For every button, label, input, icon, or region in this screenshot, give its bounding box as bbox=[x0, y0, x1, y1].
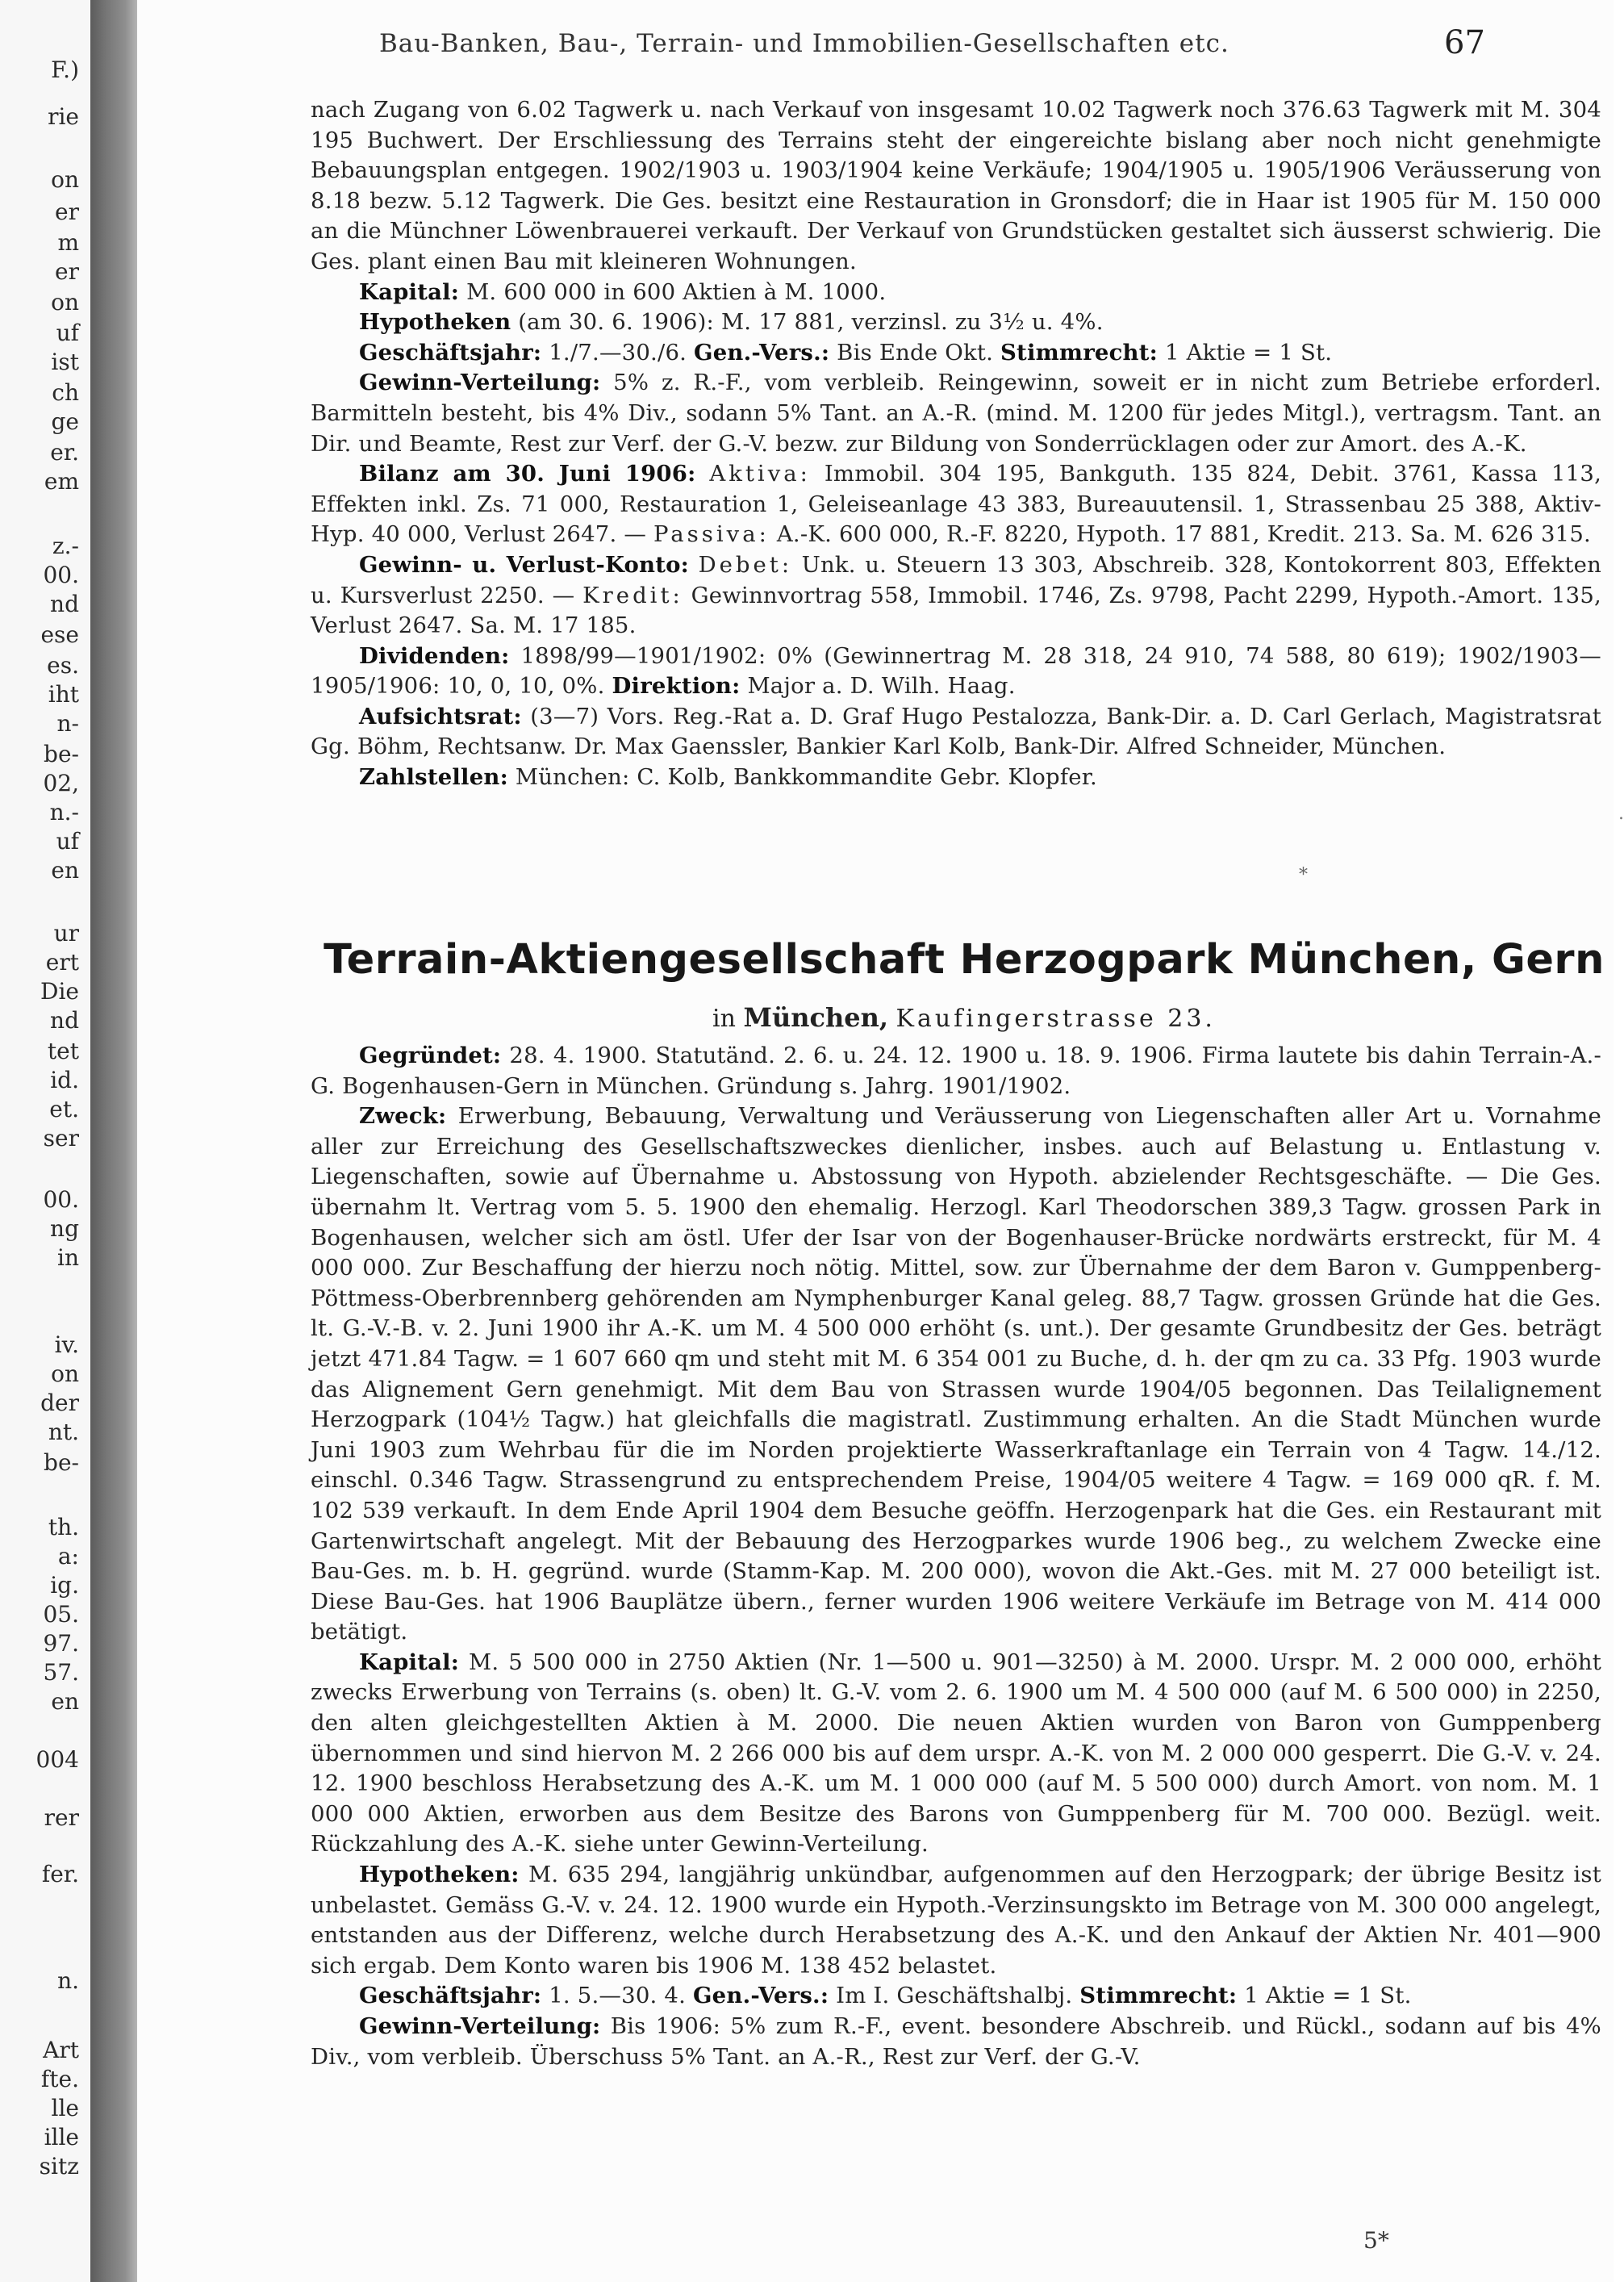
kapital-label-2: Kapital: bbox=[359, 1649, 460, 1675]
margin-fragment: 00. bbox=[43, 562, 79, 588]
zweck-text: Erwerbung, Bebauung, Verwaltung und Veräusserung von Liegenschaften aller Art u. Vornahme aller zur Erreichung des Gesellschaftszweckes dienlicher, insbes. auch auf Belastung u. Entlastung v. Liegenschaften, sowie auf Übernahme u. Abstossung von Hypoth. abzielender Rechtsgeschäfte. — Die Ges. übernahm lt. Vertrag vom 5. 5. 1900 den ehemalig. Herzogl. Karl Theodorschen 389,3 Tagw. grossen Park in Bogenhausen, welcher sich am östl. Ufer der Isar von der Bogenhauser-Brücke nordwärts erstreckt, für M. 4 000 000. Zur Beschaffung der hierzu noch nötig. Mittel, sow. zur Übernahme der dem Baron v. Gumppenberg-Pöttmess-Oberbrennberg gehörenden am Nymphenburger Kanal geleg. 88,7 Tagw. grossen Gründe hat die Ges. lt. G.-V.-B. v. 2. Juni 1900 ihr A.-K. um M. 4 500 000 erhöht (s. unt.). Der gesamte Grundbesitz der Ges. beträgt jetzt 471.84 Tagw. = 1 607 660 qm und steht mit M. 6 354 001 zu Buche, d. h. der qm zu ca. 33 Pfg. 1903 wurde das Alignement Gern genehmigt. Mit dem Bau von Strassen wurde 1904/05 begonnen. Das Teilalignement Herzogpark (104½ Tagw.) hat gleichfalls die magistratl. Zustimmung erhalten. An die Stadt München wurde Juni 1903 zum Wehrbau für die im Norden projektierte Wasserkraftanlage ein Terrain von 4 Tagw. 14./12. einschl. 0.346 Tagw. Strassengrund zu entsprechendem Preise, 1904/05 weitere 4 Tagw. = 169 000 qR. f. M. 102 539 verkauft. In dem Ende April 1904 dem Besuche geöffn. Herzogenpark hat die Ges. ein Restaurant mit Gartenwirtschaft angelegt. Mit der Bebauung des Herzogparkes wurde 1906 beg., zu welchem Zwecke eine Bau-Ges. m. b. H. gegründ. wurde (Stamm-Kap. M. 200 000), wovon die Akt.-Ges. mit M. 27 000 beteiligt ist. Diese Bau-Ges. hat 1906 Bauplätze übern., ferner wurden 1906 weitere Verkäufe im Betrage von M. 414 000 betätigt. bbox=[311, 1103, 1601, 1645]
margin-fragment: 02, bbox=[43, 770, 79, 796]
hypotheken-paragraph-2 bbox=[311, 1860, 1601, 1981]
gewinnverteilung-paragraph-2 bbox=[311, 2012, 1601, 2072]
bilanz-label: Bilanz am 30. Juni 1906: bbox=[359, 461, 696, 487]
company-location bbox=[323, 1002, 1605, 1033]
margin-fragment: er bbox=[55, 258, 79, 285]
margin-fragment: Art bbox=[43, 2037, 79, 2063]
aufsichtsrat-text: (3—7) Vors. Reg.-Rat a. D. Graf Hugo Pestalozza, Bank-Dir. a. D. Carl Gerlach, Magistratsrat Gg. Böhm, Rechtsanw. Dr. Max Gaenssler, Bankier Karl Kolb, Bank-Dir. Alfred Schneider, München. bbox=[311, 703, 1601, 760]
kapital-text: M. 600 000 in 600 Aktien à M. 1000. bbox=[466, 278, 887, 305]
margin-fragment: nt. bbox=[48, 1419, 79, 1445]
margin-fragment: ert bbox=[45, 949, 79, 976]
margin-fragment: on bbox=[51, 1360, 79, 1387]
bilanz-aktiva-label: Aktiva: bbox=[709, 461, 811, 487]
hypotheken-label-2: Hypotheken: bbox=[359, 1862, 520, 1888]
margin-fragment: em bbox=[44, 468, 79, 495]
gegruendet-text: 28. 4. 1900. Statutänd. 2. 6. u. 24. 12. 1900 u. 18. 9. 1906. Firma lautete bis dahin Terrain-A.-G. Bogenhausen-Gern in München. Gründung s. Jahrg. 1901/1902. bbox=[311, 1043, 1601, 1099]
guv-debet-text: Unk. u. Steuern 13 303, Abschreib. 328, Kontokorrent 803, Effekten u. Kursverlust 2250. — bbox=[311, 551, 1602, 608]
margin-fragment: 97. bbox=[43, 1630, 79, 1657]
dividenden-paragraph bbox=[311, 642, 1601, 702]
gewinnverteilung-label: Gewinn-Verteilung: bbox=[359, 370, 601, 396]
hypotheken-text-2: M. 635 294, langjährig unkündbar, aufgenommen auf den Herzogpark; der übrige Besitz ist unbelastet. Gemäss G.-V. v. 24. 12. 1900 wurde ein Hypoth.-Verzinsungskto im Betrage von M. 300 000 angelegt, entstanden aus der Differenz, welche durch Herabsetzung des A.-K. und den Ankauf der Aktien Nr. 401—900 sich ergab. Dem Konto waren bis 1906 M. 138 452 belastet. bbox=[311, 1862, 1601, 1979]
margin-fragment: id. bbox=[50, 1067, 79, 1093]
kapital-label: Kapital: bbox=[359, 278, 460, 305]
asterisk-mark: * bbox=[1299, 865, 1308, 885]
guv-label: Gewinn- u. Verlust-Konto: bbox=[359, 551, 690, 578]
geschaeftsjahr-paragraph-2 bbox=[311, 1981, 1601, 2012]
guv-kredit-text: Gewinnvortrag 558, Immobil. 1746, Zs. 9798, Pacht 2299, Hypoth.-Amort. 135, Verlust 2647. Sa. M. 17 185. bbox=[311, 582, 1601, 639]
margin-fragment: fer. bbox=[41, 1861, 79, 1887]
margin-fragment: rer bbox=[44, 1804, 79, 1831]
hypotheken-label: Hypotheken bbox=[359, 309, 511, 336]
zahlstellen-paragraph bbox=[311, 763, 1601, 793]
margin-fragment: ur bbox=[53, 920, 79, 947]
page-signature: 5* bbox=[1363, 2227, 1389, 2254]
guv-kredit-label: Kredit: bbox=[582, 582, 683, 608]
stimmrecht-text: 1 Aktie = 1 St. bbox=[1164, 339, 1333, 366]
direktion-text: Major a. D. Wilh. Haag. bbox=[747, 673, 1016, 700]
margin-fragment: Die bbox=[40, 978, 79, 1005]
stimmrecht-text-2: 1 Aktie = 1 St. bbox=[1244, 1983, 1412, 2009]
margin-fragment: in bbox=[57, 1244, 79, 1271]
margin-fragment: en bbox=[51, 1688, 79, 1715]
bilanz-paragraph bbox=[311, 459, 1601, 550]
margin-fragment: 05. bbox=[43, 1601, 79, 1628]
geschaeftsjahr-label: Geschäftsjahr: bbox=[359, 339, 542, 366]
entry-intro: nach Zugang von 6.02 Tagwerk u. nach Verkauf von insgesamt 10.02 Tagwerk noch 376.63 Tagwerk mit M. 304 195 Buchwert. Der Erschliessung des Terrains steht der eingereichte bislang aber noch nicht genehmigte Bebauungsplan entgegen. 1902/1903 u. 1903/1904 keine Verkäufe; 1904/1905 u. 1905/1906 Veräusserung von 8.18 bezw. 5.12 Tagwerk. Die Ges. besitzt eine Restauration in Gronsdorf; die in Haar ist 1905 für M. 150 000 an die Münchner Löwenbrauerei verkauft. Der Verkauf von Grundstücken gestaltet sich äusserst schwierig. Die Ges. plant einen Bau mit kleineren Wohnungen. bbox=[311, 97, 1601, 274]
bilanz-passiva-label: Passiva: bbox=[653, 521, 770, 548]
company-entry bbox=[311, 1041, 1601, 2072]
margin-fragment: ese bbox=[40, 621, 79, 648]
zahlstellen-label: Zahlstellen: bbox=[359, 764, 508, 791]
hypotheken-text: (am 30. 6. 1906): M. 17 881, verzinsl. zu 3½ u. 4%. bbox=[518, 309, 1104, 336]
geschaeftsjahr-label-2: Geschäftsjahr: bbox=[359, 1983, 542, 2009]
margin-fragment: er bbox=[55, 199, 79, 225]
bilanz-aktiva-text: Immobil. 304 195, Bankguth. 135 824, Debit. 3761, Kassa 113, Effekten inkl. Zs. 71 000, Restauration 1, Geleiseanlage 43 383, Bureauutensil. 1, Strassenbau 25 388, Aktiv-Hyp. 40 000, Verlust 2647. — bbox=[311, 461, 1602, 548]
margin-fragment: ge bbox=[51, 408, 79, 435]
aufsichtsrat-paragraph bbox=[311, 702, 1601, 763]
margin-fragment: m bbox=[57, 229, 79, 256]
margin-dot: . bbox=[1618, 804, 1624, 824]
genvers-label: Gen.-Vers.: bbox=[694, 339, 830, 366]
book-page bbox=[137, 0, 1624, 2282]
margin-fragment: 004 bbox=[35, 1746, 79, 1773]
stimmrecht-label: Stimmrecht: bbox=[1000, 339, 1158, 366]
geschaeftsjahr-text-2: 1. 5.—30. 4. bbox=[549, 1983, 687, 2009]
margin-fragment: iht bbox=[48, 681, 79, 708]
margin-fragment: on bbox=[51, 289, 79, 316]
gewinnverteilung-label-2: Gewinn-Verteilung: bbox=[359, 2013, 601, 2039]
margin-fragment: 57. bbox=[43, 1659, 79, 1686]
location-city: München, bbox=[743, 1002, 888, 1033]
margin-fragment: tet bbox=[47, 1038, 79, 1064]
gewinnverteilung-paragraph bbox=[311, 368, 1601, 459]
zweck-label: Zweck: bbox=[359, 1103, 447, 1130]
margin-fragment: sitz bbox=[39, 2153, 79, 2180]
margin-fragment: ist bbox=[51, 349, 79, 375]
margin-fragment: uf bbox=[56, 320, 79, 346]
gegruendet-label: Gegründet: bbox=[359, 1043, 502, 1068]
margin-fragment: der bbox=[40, 1390, 79, 1416]
margin-fragment: ig. bbox=[50, 1572, 79, 1599]
margin-fragment: iv. bbox=[54, 1331, 79, 1358]
hypotheken-paragraph bbox=[311, 307, 1601, 338]
company-title: Terrain-Aktiengesellschaft Herzogpark München, Gern bbox=[324, 936, 1605, 984]
gegruendet-paragraph bbox=[311, 1041, 1601, 1101]
bilanz-passiva-text: A.-K. 600 000, R.-F. 8220, Hypoth. 17 881, Kredit. 213. Sa. M. 626 315. bbox=[776, 521, 1591, 548]
aufsichtsrat-label: Aufsichtsrat: bbox=[359, 703, 522, 729]
margin-fragment: ille bbox=[44, 2124, 79, 2150]
running-head: Bau-Banken, Bau-, Terrain- und Immobilien-Gesellschaften etc. bbox=[379, 29, 1229, 58]
zweck-paragraph bbox=[311, 1101, 1601, 1648]
dividenden-label: Dividenden: bbox=[359, 642, 510, 669]
margin-fragment: be- bbox=[44, 741, 79, 767]
zahlstellen-text: München: C. Kolb, Bankkommandite Gebr. Klopfer. bbox=[515, 764, 1097, 791]
margin-fragment: en bbox=[51, 857, 79, 884]
dividenden-text: 1898/99—1901/1902: 0% (Gewinnertrag M. 28 318, 24 910, 74 588, 80 619); 1902/1903—1905/1906: 10, 0, 10, 0%. bbox=[311, 642, 1601, 700]
margin-fragment: rie bbox=[48, 103, 79, 130]
previous-page-margin bbox=[0, 0, 90, 2282]
direktion-label: Direktion: bbox=[612, 673, 741, 700]
margin-fragment: et. bbox=[49, 1096, 79, 1122]
margin-fragment: a: bbox=[57, 1543, 79, 1569]
margin-fragment: ch bbox=[52, 379, 79, 406]
kapital-text-2: M. 5 500 000 in 2750 Aktien (Nr. 1—500 u. 901—3250) à M. 2000. Urspr. M. 2 000 000, erhöht zwecks Erwerbung von Terrains (s. oben) lt. G.-V. vom 2. 6. 1900 um M. 4 500 000 (auf M. 6 500 000) in 2250, den alten gleichgestellten Aktien à M. 2000. Die neuen Aktien wurden von Baron von Gumppenberg übernommen und sind hiervon M. 2 266 000 bis auf dem urspr. A.-K. von M. 2 000 000 gesperrt. Die G.-V. v. 24. 12. 1900 beschloss Herabsetzung des A.-K. um M. 1 000 000 (auf M. 5 500 000) durch Amort. von nom. M. 1 000 000 Aktien, erworben aus dem Besitze des Barons von Gumppenberg für M. 700 000. Bezügl. weit. Rückzahlung des A.-K. siehe unter Gewinn-Verteilung. bbox=[311, 1649, 1601, 1858]
margin-fragment: n- bbox=[56, 710, 79, 737]
margin-fragment: es. bbox=[47, 652, 79, 679]
geschaeftsjahr-paragraph bbox=[311, 338, 1601, 369]
margin-fragment: n. bbox=[57, 1967, 79, 1994]
margin-fragment: be- bbox=[44, 1449, 79, 1476]
genvers-text-2: Im I. Geschäftshalbj. bbox=[836, 1983, 1073, 2009]
gewinnverteilung-text-2: Bis 1906: 5% zum R.-F., event. besondere Abschreib. und Rückl., sodann auf bis 4% Div., vom verbleib. Überschuss 5% Tant. an A.-R., Rest zur Verf. der G.-V. bbox=[311, 2013, 1601, 2070]
margin-fragment: on bbox=[51, 166, 79, 193]
book-gutter bbox=[90, 0, 137, 2282]
margin-fragment: z.- bbox=[52, 533, 79, 559]
margin-fragment: n.- bbox=[49, 799, 79, 825]
kapital-paragraph-2 bbox=[311, 1648, 1601, 1860]
margin-fragment: th. bbox=[48, 1514, 79, 1540]
location-address: Kaufingerstrasse 23. bbox=[895, 1005, 1216, 1033]
kapital-paragraph bbox=[311, 278, 1601, 308]
guv-paragraph bbox=[311, 550, 1601, 642]
margin-fragment: fte. bbox=[40, 2066, 79, 2092]
margin-fragment: ng bbox=[50, 1215, 79, 1242]
margin-fragment: nd bbox=[50, 1007, 79, 1034]
margin-fragment: uf bbox=[56, 828, 79, 855]
margin-fragment: 00. bbox=[43, 1186, 79, 1213]
margin-fragment: ser bbox=[43, 1125, 79, 1151]
margin-fragment: er. bbox=[50, 439, 79, 466]
genvers-text: Bis Ende Okt. bbox=[837, 339, 994, 366]
location-prefix: in bbox=[712, 1005, 736, 1033]
entry-continued bbox=[311, 95, 1601, 793]
geschaeftsjahr-text: 1./7.—30./6. bbox=[549, 339, 687, 366]
genvers-label-2: Gen.-Vers.: bbox=[693, 1983, 829, 2009]
guv-debet-label: Debet: bbox=[698, 551, 793, 578]
stimmrecht-label-2: Stimmrecht: bbox=[1079, 1983, 1238, 2009]
margin-fragment: lle bbox=[51, 2095, 79, 2121]
gewinnverteilung-text: 5% z. R.-F., vom verbleib. Reingewinn, soweit er in nicht zum Betriebe erforderl. Barmitteln besteht, bis 4% Div., sodann 5% Tant. an A.-R. (mind. M. 1200 für jedes Mitgl.), vertragsm. Tant. an Dir. und Beamte, Rest zur Verf. der G.-V. bezw. zur Bildung von Sonderrücklagen oder zur Amort. des A.-K. bbox=[311, 370, 1601, 457]
margin-fragment: nd bbox=[50, 591, 79, 617]
page-number: 67 bbox=[1444, 24, 1485, 61]
margin-fragment: F.) bbox=[51, 56, 79, 83]
